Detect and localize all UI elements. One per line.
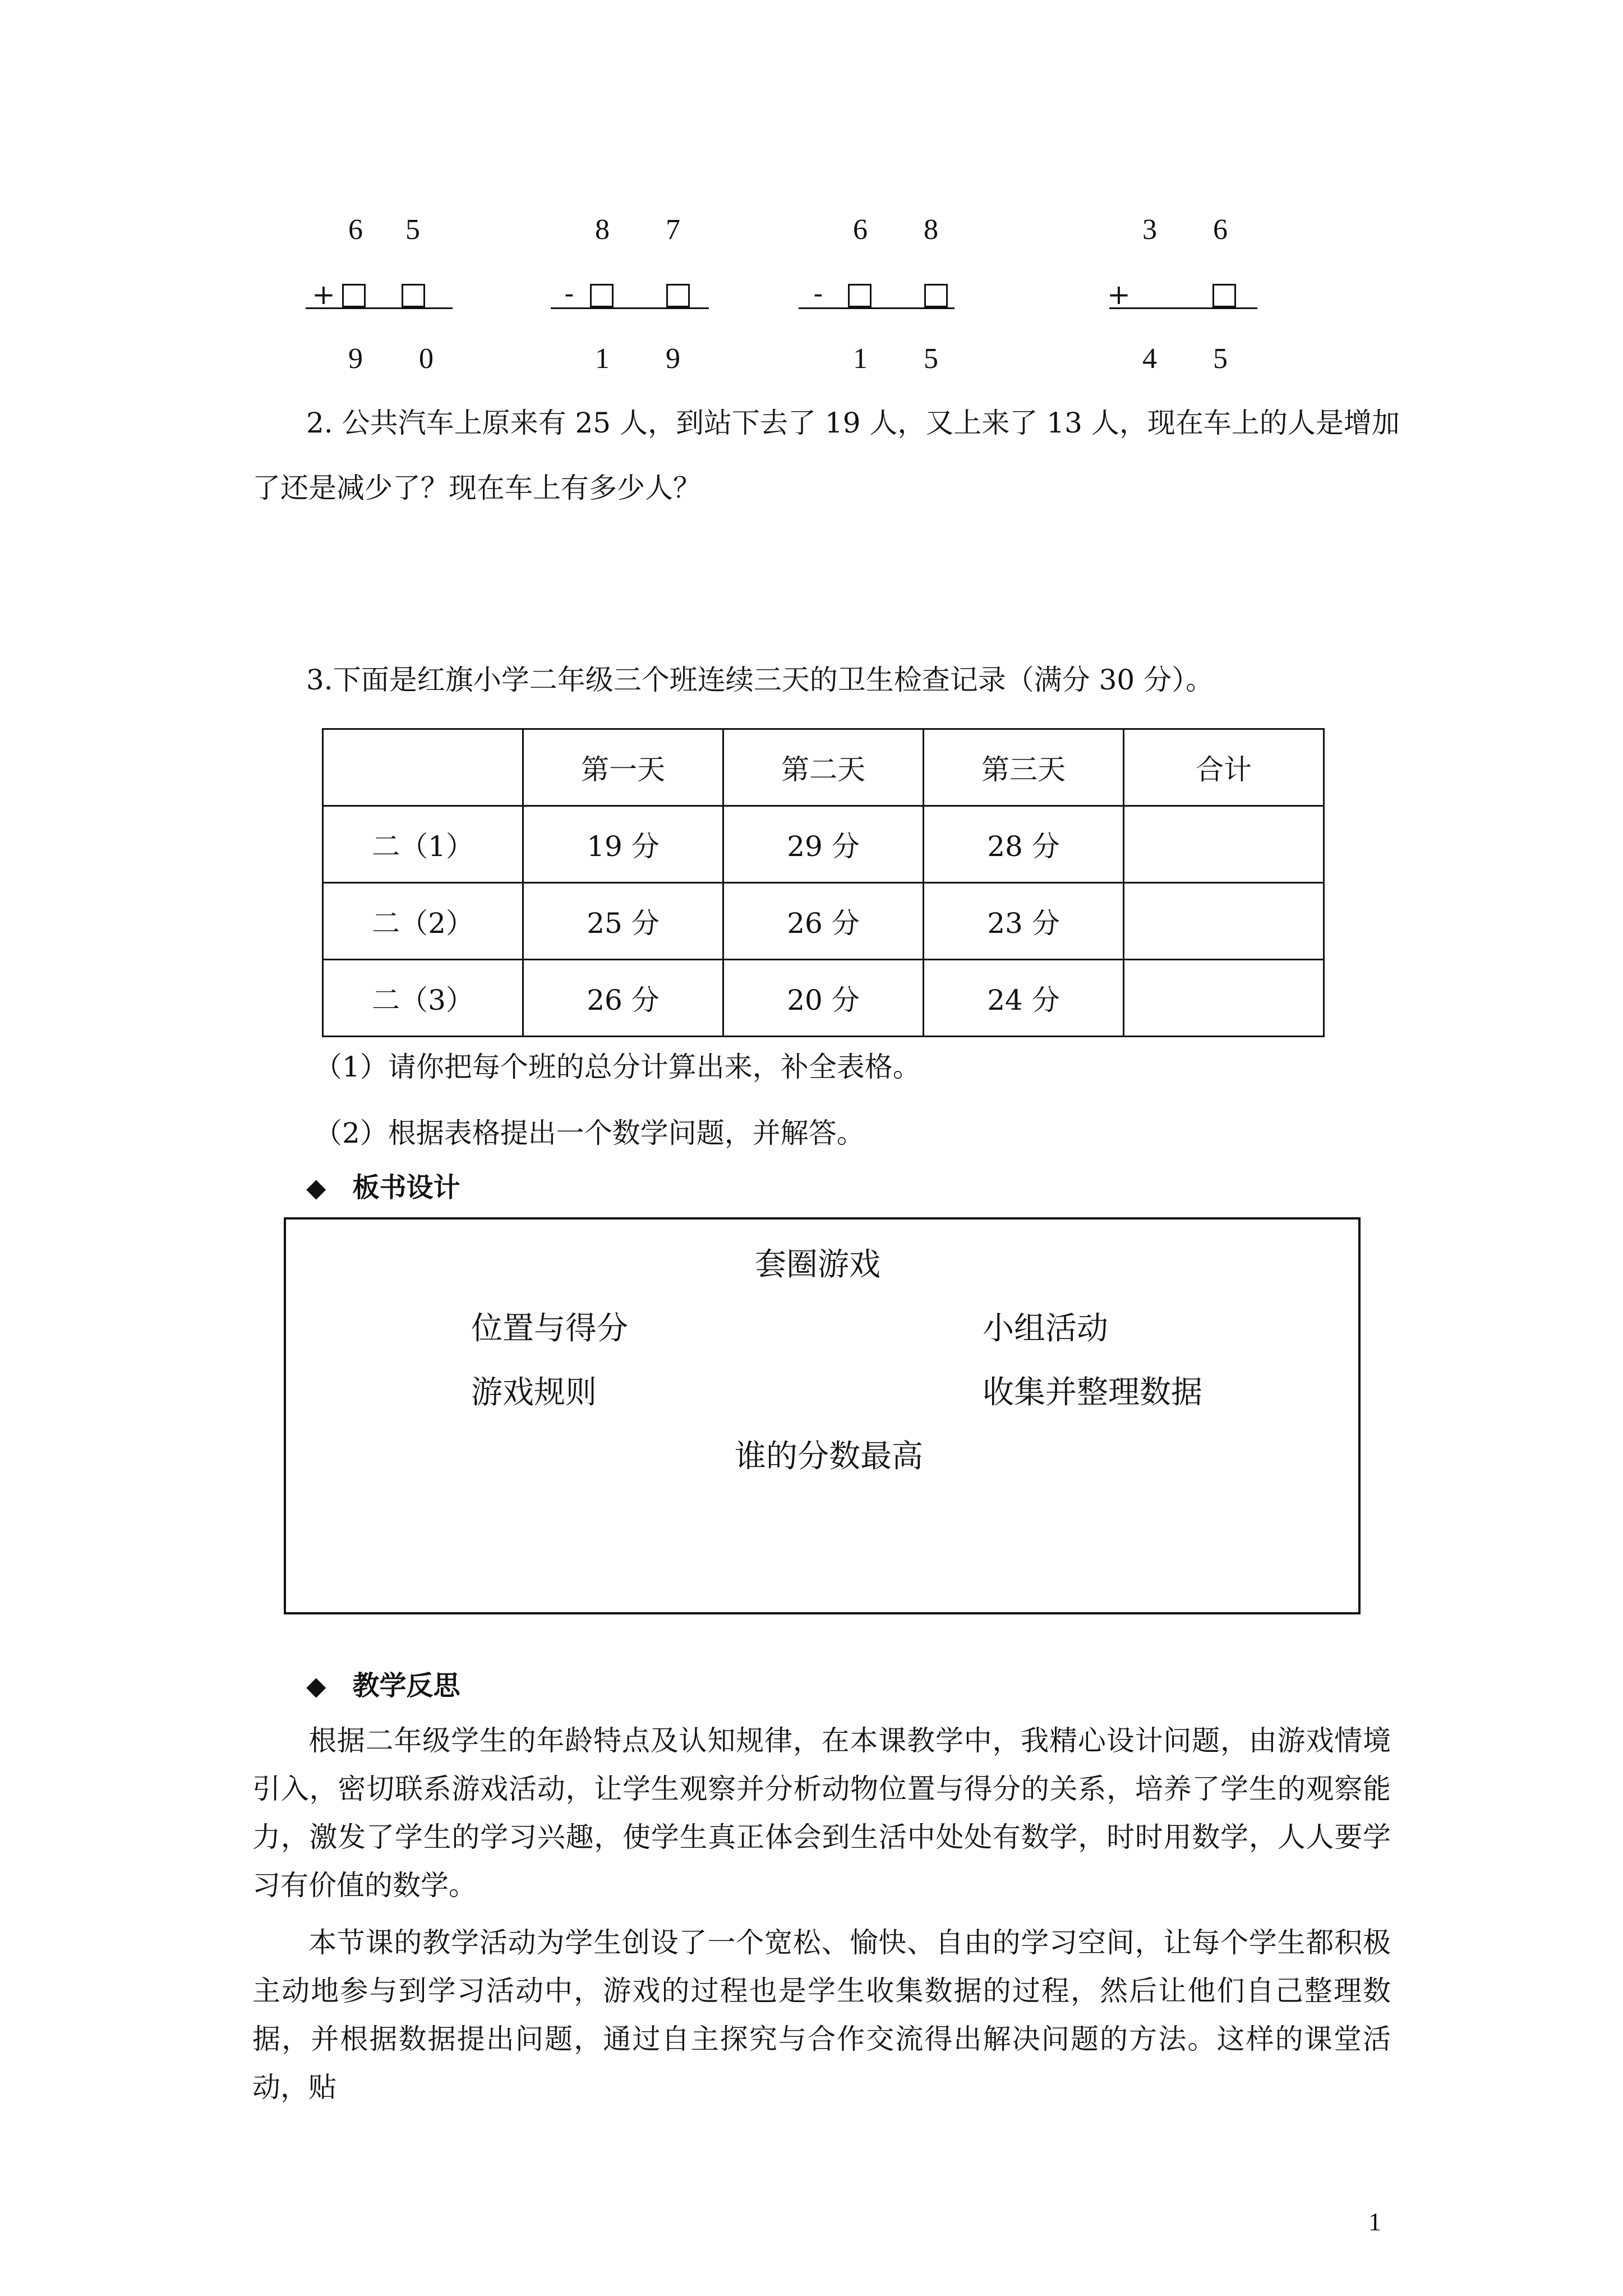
board-design-box xyxy=(284,1217,1361,1614)
table-cell: 25 分 xyxy=(523,883,723,960)
table-cell: 19 分 xyxy=(523,806,723,883)
table-cell: 29 分 xyxy=(723,806,924,883)
table-row xyxy=(323,806,1324,883)
table-header-cell: 第三天 xyxy=(924,729,1124,806)
digit: 6 xyxy=(1213,214,1228,246)
sum-line xyxy=(306,307,453,309)
answer-box[interactable] xyxy=(402,284,425,307)
question-2-line-2: 了还是减少了？现在车上有多少人？ xyxy=(252,472,701,504)
minus-operator: - xyxy=(813,277,823,310)
digit: 9 xyxy=(348,343,363,375)
table-cell: 二（1） xyxy=(323,806,523,883)
board-design-heading xyxy=(306,1166,460,1204)
answer-box[interactable] xyxy=(924,284,948,307)
table-cell: 20 分 xyxy=(723,960,924,1037)
digit: 8 xyxy=(595,214,610,246)
table-cell: 二（3） xyxy=(323,960,523,1037)
page-number: 1 xyxy=(1368,2207,1381,2236)
reflection-heading xyxy=(306,1664,460,1703)
table-cell: 二（2） xyxy=(323,883,523,960)
question-2-line-1: 2. 公共汽车上原来有 25 人，到站下去了 19 人，又上来了 13 人，现在车上的人是增加 xyxy=(306,407,1400,439)
digit: 5 xyxy=(1213,343,1228,375)
question-3-sub-1: （1）请你把每个班的总分计算出来，补全表格。 xyxy=(314,1051,921,1083)
difference-line xyxy=(799,307,955,309)
difference-line xyxy=(551,307,709,309)
digit: 4 xyxy=(1142,343,1157,375)
digit: 0 xyxy=(419,343,434,375)
table-header-cell: 第二天 xyxy=(723,729,924,806)
digit: 8 xyxy=(924,214,938,246)
sum-line xyxy=(1109,307,1257,309)
digit: 5 xyxy=(924,343,938,375)
board-item-highest-score: 谁的分数最高 xyxy=(735,1438,923,1475)
plus-operator: + xyxy=(312,278,335,311)
board-item-group-activity: 小组活动 xyxy=(983,1310,1108,1347)
answer-box[interactable] xyxy=(848,284,872,307)
total-cell[interactable] xyxy=(1124,806,1324,883)
board-item-game-rules: 游戏规则 xyxy=(471,1374,597,1411)
diamond-bullet-icon: ◆ xyxy=(306,1671,326,1701)
question-3-title: 3.下面是红旗小学二年级三个班连续三天的卫生检查记录（满分 30 分）。 xyxy=(306,664,1214,696)
table-header-cell: 第一天 xyxy=(523,729,723,806)
answer-box[interactable] xyxy=(590,284,614,307)
reflection-body xyxy=(252,1717,1391,2111)
digit: 6 xyxy=(853,214,868,246)
board-title: 套圈游戏 xyxy=(755,1246,880,1283)
total-cell[interactable] xyxy=(1124,960,1324,1037)
table-header-cell xyxy=(323,729,523,806)
table-header-row xyxy=(323,729,1324,806)
digit: 7 xyxy=(666,214,680,246)
table-cell: 28 分 xyxy=(924,806,1124,883)
answer-box[interactable] xyxy=(342,284,366,307)
plus-operator: + xyxy=(1107,278,1131,311)
table-cell: 24 分 xyxy=(924,960,1124,1037)
digit: 1 xyxy=(595,343,610,375)
digit: 3 xyxy=(1142,214,1157,246)
table-cell: 26 分 xyxy=(723,883,924,960)
digit: 1 xyxy=(853,343,868,375)
table-header-cell: 合计 xyxy=(1124,729,1324,806)
digit: 5 xyxy=(405,214,420,246)
diamond-bullet-icon: ◆ xyxy=(306,1172,326,1203)
digit: 6 xyxy=(348,214,363,246)
table-row xyxy=(323,960,1324,1037)
total-cell[interactable] xyxy=(1124,883,1324,960)
table-cell: 26 分 xyxy=(523,960,723,1037)
question-3-sub-2: （2）根据表格提出一个数学问题，并解答。 xyxy=(314,1117,865,1149)
table-row xyxy=(323,883,1324,960)
answer-box[interactable] xyxy=(1212,284,1236,307)
reflection-paragraph-2: 本节课的教学活动为学生创设了一个宽松、愉快、自由的学习空间，让每个学生都积极主动地参与到学习活动中，游戏的过程也是学生收集数据的过程，然后让他们自己整理数据，并根据数据提出问题，通过自主探究与合作交流得出解决问题的方法。这样的课堂活动，贴 xyxy=(252,1926,1391,2104)
table-cell: 23 分 xyxy=(924,883,1124,960)
hygiene-record-table xyxy=(322,728,1325,1037)
board-design-title: 板书设计 xyxy=(352,1172,460,1203)
board-item-position-score: 位置与得分 xyxy=(471,1310,628,1347)
reflection-title: 教学反思 xyxy=(352,1670,460,1701)
minus-operator: - xyxy=(564,277,574,310)
answer-box[interactable] xyxy=(666,284,690,307)
digit: 9 xyxy=(666,343,680,375)
board-item-collect-data: 收集并整理数据 xyxy=(983,1374,1202,1411)
reflection-paragraph-1: 根据二年级学生的年龄特点及认知规律，在本课教学中，我精心设计问题，由游戏情境引入，密切联系游戏活动，让学生观察并分析动物位置与得分的关系，培养了学生的观察能力，激发了学生的学习兴趣，使学生真正体会到生活中处处有数学，时时用数学，人人要学习有价值的数学。 xyxy=(252,1724,1391,1902)
